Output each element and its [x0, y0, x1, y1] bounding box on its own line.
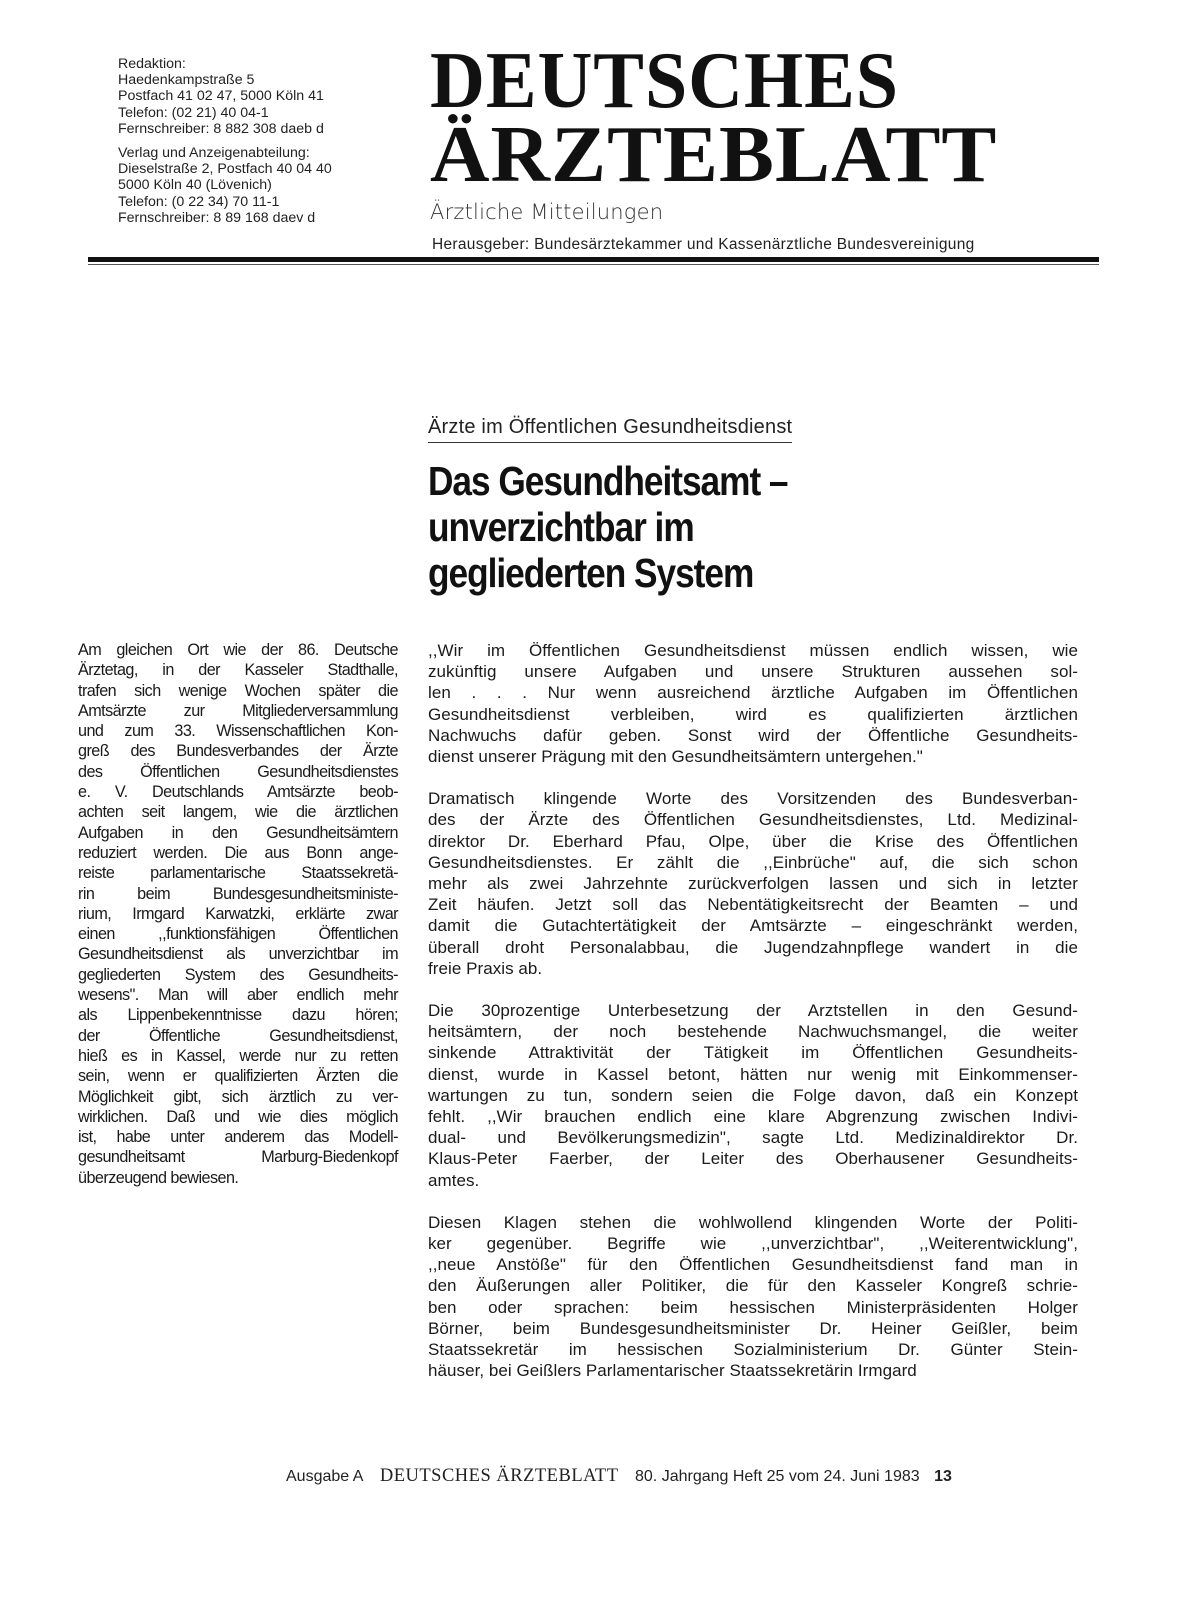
- body-paragraph: [428, 1212, 1078, 1382]
- intro-line: rin beim Bundesgesundheitsministe-: [78, 884, 398, 903]
- body-column: [428, 640, 1078, 1403]
- masthead-subtitle: Ärztliche Mitteilungen: [430, 200, 664, 224]
- intro-line: als Lippenbekenntnisse dazu hören;: [78, 1006, 398, 1025]
- body-line: Staatssekretär im hessischen Sozialministerium Dr. Günter Stein-: [428, 1340, 1078, 1360]
- address-verlag: [118, 145, 408, 226]
- body-line: wartungen zu tun, sondern seien die Folge davon, daß ein Konzept: [428, 1085, 1078, 1105]
- body-paragraph: [428, 788, 1078, 979]
- address-line: Verlag und Anzeigenabteilung:: [118, 145, 310, 162]
- headline-line: unverzichtbar im: [428, 504, 694, 550]
- intro-line: reduziert werden. Die aus Bonn ange-: [78, 843, 398, 862]
- address-redaktion: [118, 56, 408, 137]
- address-line: Telefon: (02 21) 40 04-1: [118, 104, 269, 121]
- article-kicker: Ärzte im Öffentlichen Gesundheitsdienst: [428, 416, 792, 443]
- address-line: Redaktion:: [118, 56, 186, 72]
- body-line: ker gegenüber. Begriffe wie ,,unverzichtbar", ,,Weiterentwicklung",: [428, 1234, 1078, 1254]
- intro-line: ist, habe unter anderem das Modell-: [78, 1128, 398, 1147]
- body-line: heitsämtern, der noch bestehende Nachwuchsmangel, die weiter: [428, 1022, 1078, 1042]
- body-line: Zeit häufen. Jetzt soll das Nebentätigkeitsrecht der Beamten – und: [428, 895, 1078, 915]
- headline-line: gegliederten System: [428, 550, 754, 596]
- body-line: ,,Wir im Öffentlichen Gesundheitsdienst müssen endlich wissen, wie: [428, 641, 1078, 660]
- intro-line: greß des Bundesverbandes der Ärzte: [78, 742, 398, 761]
- body-line: dienst, wurde in Kassel betont, hätten nur wenig mit Einkommenser-: [428, 1064, 1078, 1084]
- body-line: len . . . Nur wenn ausreichend ärztliche Aufgaben im Öffentlichen: [428, 683, 1078, 703]
- body-line: freie Praxis ab.: [428, 958, 543, 978]
- body-line: sinkende Attraktivität der Tätigkeit im Öffentlichen Gesundheits-: [428, 1043, 1078, 1063]
- intro-line: wesens". Man will aber endlich mehr: [78, 986, 398, 1005]
- body-line: zukünftig unsere Aufgaben und unsere Strukturen aussehen sol-: [428, 662, 1078, 682]
- intro-line: achten seit langem, wie die ärztlichen: [78, 803, 398, 822]
- intro-line: Am gleichen Ort wie der 86. Deutsche: [78, 641, 398, 659]
- intro-line: einen ,,funktionsfähigen Öffentlichen: [78, 925, 398, 944]
- intro-column: [78, 640, 398, 1188]
- body-paragraph: [428, 1000, 1078, 1191]
- body-line: dienst unserer Prägung mit den Gesundheitsämtern untergehen.": [428, 747, 923, 767]
- intro-line: gegliederten System des Gesundheits-: [78, 965, 398, 984]
- intro-line: gesundheitsamt Marburg-Biedenkopf: [78, 1148, 398, 1167]
- footer-issue: 80. Jahrgang Heft 25 vom 24. Juni 1983: [635, 1468, 920, 1485]
- intro-line: wirklichen. Daß und wie dies möglich: [78, 1107, 398, 1126]
- masthead-title: [430, 37, 1110, 199]
- masthead-title-line2: ÄRZTEBLATT: [430, 111, 998, 199]
- intro-line: und zum 33. Wissenschaftlichen Kon-: [78, 722, 398, 741]
- body-line: Dramatisch klingende Worte des Vorsitzenden des Bundesverban-: [428, 789, 1078, 809]
- body-paragraph: [428, 640, 1078, 767]
- address-line: Dieselstraße 2, Postfach 40 04 40: [118, 161, 332, 178]
- intro-line: überzeugend bewiesen.: [78, 1168, 239, 1187]
- body-line: amtes.: [428, 1170, 480, 1190]
- intro-line: reiste parlamentarische Staatssekretä-: [78, 864, 398, 883]
- body-line: häuser, bei Geißlers Parlamentarischer Staatssekretärin Irmgard: [428, 1361, 917, 1381]
- intro-line: Amtsärzte zur Mitgliederversammlung: [78, 701, 398, 720]
- address-line: Haedenkampstraße 5: [118, 72, 255, 89]
- body-line: Nachwuchs dafür geben. Sonst wird der Öffentliche Gesundheits-: [428, 725, 1078, 745]
- page-footer: [286, 1466, 1066, 1487]
- body-line: Gesundheitsdienstes. Er zählt die ,,Einbrüche" auf, die sich schon: [428, 852, 1078, 872]
- intro-line: Ärztetag, in der Kasseler Stadthalle,: [78, 661, 398, 680]
- intro-line: Möglichkeit gibt, sich ärztlich zu ver-: [78, 1087, 398, 1106]
- body-line: direktor Dr. Eberhard Pfau, Olpe, über die Krise des Öffentlichen: [428, 831, 1078, 851]
- address-line: 5000 Köln 40 (Lövenich): [118, 177, 272, 194]
- masthead-rule: [88, 257, 1099, 262]
- body-line: Diesen Klagen stehen die wohlwollend klingenden Worte der Politi-: [428, 1212, 1078, 1232]
- intro-line: rium, Irmgard Karwatzki, erklärte zwar: [78, 904, 398, 923]
- masthead-title-line1: DEUTSCHES: [430, 37, 899, 125]
- address-line: Postfach 41 02 47, 5000 Köln 41: [118, 88, 324, 105]
- masthead-address: [118, 56, 408, 234]
- body-line: ben oder sprachen: beim hessischen Ministerpräsidenten Holger: [428, 1297, 1078, 1317]
- body-line: überall droht Personalabbau, die Jugendzahnpflege wandert in die: [428, 937, 1078, 957]
- body-line: ,,neue Anstöße" für den Öffentlichen Gesundheitsdienst fand man in: [428, 1255, 1078, 1275]
- intro-line: e. V. Deutschlands Amtsärzte beob-: [78, 783, 398, 802]
- body-line: Klaus-Peter Faerber, der Leiter des Oberhausener Gesundheits-: [428, 1149, 1078, 1169]
- footer-page-number: 13: [934, 1468, 952, 1485]
- headline-line: Das Gesundheitsamt –: [428, 458, 788, 504]
- masthead-rule-thin: [88, 264, 1099, 265]
- footer-journal: DEUTSCHES ÄRZTEBLATT: [379, 1466, 619, 1486]
- intro-line: des Öffentlichen Gesundheitsdienstes: [78, 762, 398, 781]
- body-line: fehlt. ,,Wir brauchen endlich eine klare Abgrenzung zwischen Indivi-: [428, 1107, 1078, 1127]
- address-line: Telefon: (0 22 34) 70 11-1: [118, 193, 280, 210]
- article-headline: [428, 458, 987, 596]
- body-line: den Äußerungen aller Politiker, die für den Kasseler Kongreß schrie-: [428, 1276, 1078, 1296]
- footer-edition: Ausgabe A: [286, 1468, 364, 1485]
- body-line: des der Ärzte des Öffentlichen Gesundheitsdienstes, Ltd. Medizinal-: [428, 810, 1078, 830]
- body-line: Die 30prozentige Unterbesetzung der Arztstellen in den Gesund-: [428, 1001, 1078, 1021]
- intro-line: Gesundheitsdienst als unverzichtbar im: [78, 945, 398, 964]
- intro-line: Aufgaben in den Gesundheitsämtern: [78, 823, 398, 842]
- body-line: Börner, beim Bundesgesundheitsminister Dr. Heiner Geißler, beim: [428, 1318, 1078, 1338]
- masthead-publisher: Herausgeber: Bundesärztekammer und Kassenärztliche Bundesvereinigung: [432, 236, 975, 253]
- intro-line: trafen sich wenige Wochen später die: [78, 681, 398, 700]
- body-line: Gesundheitsdienst verbleiben, wird es qualifizierten ärztlichen: [428, 704, 1078, 724]
- body-line: dual- und Bevölkerungsmedizin", sagte Ltd. Medizinaldirektor Dr.: [428, 1128, 1078, 1148]
- intro-line: der Öffentliche Gesundheitsdienst,: [78, 1026, 398, 1045]
- address-line: Fernschreiber: 8 882 308 daeb d: [118, 120, 324, 137]
- address-line: Fernschreiber: 8 89 168 daev d: [118, 209, 316, 226]
- body-line: mehr als zwei Jahrzehnte zurückverfolgen lassen und sich in letzter: [428, 874, 1078, 894]
- intro-line: hieß es in Kassel, werde nur zu retten: [78, 1046, 398, 1065]
- body-line: damit die Gutachtertätigkeit der Amtsärzte – eingeschränkt werden,: [428, 916, 1078, 936]
- intro-line: sein, wenn er qualifizierten Ärzten die: [78, 1067, 398, 1086]
